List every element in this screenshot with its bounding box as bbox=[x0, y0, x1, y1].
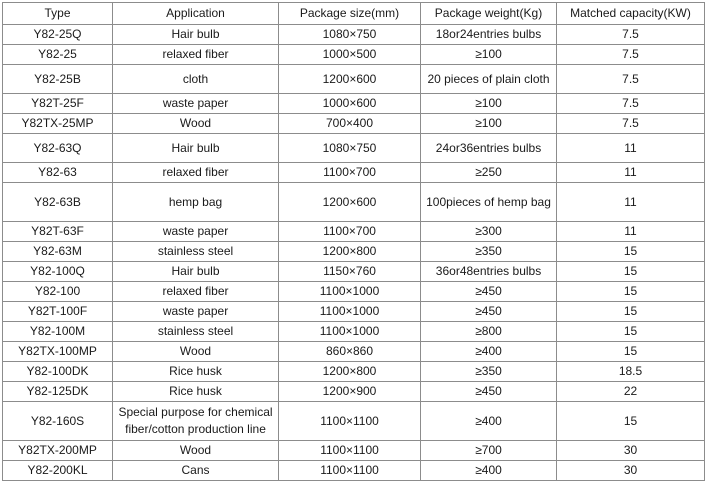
cell-size: 1000×600 bbox=[279, 94, 421, 114]
cell-size: 1200×800 bbox=[279, 242, 421, 262]
cell-type: Y82TX-200MP bbox=[3, 441, 113, 461]
cell-capacity: 11 bbox=[557, 134, 705, 163]
cell-weight: ≥400 bbox=[421, 461, 557, 481]
cell-capacity: 7.5 bbox=[557, 45, 705, 65]
table-row bbox=[3, 302, 705, 322]
cell-capacity: 7.5 bbox=[557, 65, 705, 94]
cell-type: Y82-25B bbox=[3, 65, 113, 94]
cell-weight: ≥450 bbox=[421, 302, 557, 322]
cell-size: 700×400 bbox=[279, 114, 421, 134]
cell-application: Cans bbox=[113, 461, 279, 481]
baler-spec-table bbox=[2, 2, 705, 481]
cell-type: Y82T-25F bbox=[3, 94, 113, 114]
cell-weight: ≥300 bbox=[421, 222, 557, 242]
cell-application: Rice husk bbox=[113, 362, 279, 382]
cell-type: Y82-63Q bbox=[3, 134, 113, 163]
cell-type: Y82-63B bbox=[3, 183, 113, 222]
cell-type: Y82-100DK bbox=[3, 362, 113, 382]
cell-size: 1100×1000 bbox=[279, 322, 421, 342]
cell-capacity: 11 bbox=[557, 183, 705, 222]
cell-size: 1150×760 bbox=[279, 262, 421, 282]
table-row bbox=[3, 322, 705, 342]
table-row bbox=[3, 242, 705, 262]
cell-application: Hair bulb bbox=[113, 25, 279, 45]
cell-type: Y82T-100F bbox=[3, 302, 113, 322]
table-row bbox=[3, 94, 705, 114]
table-row bbox=[3, 134, 705, 163]
cell-capacity: 30 bbox=[557, 461, 705, 481]
cell-application: Special purpose for chemical fiber/cotton production line bbox=[113, 402, 279, 441]
cell-weight: ≥700 bbox=[421, 441, 557, 461]
table-row bbox=[3, 45, 705, 65]
cell-weight: ≥350 bbox=[421, 242, 557, 262]
cell-size: 860×860 bbox=[279, 342, 421, 362]
cell-size: 1200×600 bbox=[279, 65, 421, 94]
cell-application: stainless steel bbox=[113, 322, 279, 342]
table-row bbox=[3, 362, 705, 382]
header-matched-capacity: Matched capacity(KW) bbox=[557, 3, 705, 25]
cell-capacity: 7.5 bbox=[557, 114, 705, 134]
cell-application: waste paper bbox=[113, 222, 279, 242]
cell-capacity: 15 bbox=[557, 262, 705, 282]
cell-type: Y82TX-25MP bbox=[3, 114, 113, 134]
table-row bbox=[3, 342, 705, 362]
cell-application: relaxed fiber bbox=[113, 45, 279, 65]
cell-size: 1200×800 bbox=[279, 362, 421, 382]
cell-weight: ≥800 bbox=[421, 322, 557, 342]
cell-size: 1080×750 bbox=[279, 134, 421, 163]
header-type: Type bbox=[3, 3, 113, 25]
cell-type: Y82-100Q bbox=[3, 262, 113, 282]
cell-type: Y82-63M bbox=[3, 242, 113, 262]
cell-size: 1100×700 bbox=[279, 222, 421, 242]
cell-type: Y82TX-100MP bbox=[3, 342, 113, 362]
cell-weight: 18or24entries bulbs bbox=[421, 25, 557, 45]
table-row bbox=[3, 262, 705, 282]
cell-capacity: 7.5 bbox=[557, 25, 705, 45]
cell-capacity: 11 bbox=[557, 222, 705, 242]
cell-capacity: 15 bbox=[557, 402, 705, 441]
cell-weight: ≥100 bbox=[421, 45, 557, 65]
cell-weight: 36or48entries bulbs bbox=[421, 262, 557, 282]
cell-type: Y82-100M bbox=[3, 322, 113, 342]
cell-size: 1000×500 bbox=[279, 45, 421, 65]
cell-weight: ≥100 bbox=[421, 94, 557, 114]
cell-size: 1200×900 bbox=[279, 382, 421, 402]
cell-application: Wood bbox=[113, 342, 279, 362]
cell-application: relaxed fiber bbox=[113, 163, 279, 183]
cell-size: 1100×1100 bbox=[279, 441, 421, 461]
table-row bbox=[3, 163, 705, 183]
cell-capacity: 22 bbox=[557, 382, 705, 402]
cell-weight: ≥450 bbox=[421, 382, 557, 402]
cell-capacity: 11 bbox=[557, 163, 705, 183]
spec-table-container bbox=[2, 2, 705, 481]
cell-application: Wood bbox=[113, 114, 279, 134]
cell-capacity: 18.5 bbox=[557, 362, 705, 382]
table-row bbox=[3, 25, 705, 45]
cell-application: relaxed fiber bbox=[113, 282, 279, 302]
cell-weight: ≥100 bbox=[421, 114, 557, 134]
table-row bbox=[3, 461, 705, 481]
header-row bbox=[3, 3, 705, 25]
cell-application: Rice husk bbox=[113, 382, 279, 402]
cell-weight: ≥250 bbox=[421, 163, 557, 183]
cell-capacity: 15 bbox=[557, 282, 705, 302]
cell-type: Y82-25Q bbox=[3, 25, 113, 45]
cell-application: Hair bulb bbox=[113, 134, 279, 163]
table-row bbox=[3, 382, 705, 402]
cell-weight: 24or36entries bulbs bbox=[421, 134, 557, 163]
cell-type: Y82-25 bbox=[3, 45, 113, 65]
cell-size: 1080×750 bbox=[279, 25, 421, 45]
cell-type: Y82-63 bbox=[3, 163, 113, 183]
cell-application: cloth bbox=[113, 65, 279, 94]
table-row bbox=[3, 114, 705, 134]
cell-type: Y82-100 bbox=[3, 282, 113, 302]
cell-capacity: 15 bbox=[557, 302, 705, 322]
table-row bbox=[3, 183, 705, 222]
cell-capacity: 15 bbox=[557, 322, 705, 342]
cell-size: 1100×1100 bbox=[279, 461, 421, 481]
cell-weight: 100pieces of hemp bag bbox=[421, 183, 557, 222]
header-application: Application bbox=[113, 3, 279, 25]
cell-size: 1100×1000 bbox=[279, 282, 421, 302]
cell-weight: ≥450 bbox=[421, 282, 557, 302]
cell-size: 1200×600 bbox=[279, 183, 421, 222]
cell-application: waste paper bbox=[113, 94, 279, 114]
cell-type: Y82-125DK bbox=[3, 382, 113, 402]
cell-capacity: 15 bbox=[557, 242, 705, 262]
cell-size: 1100×1100 bbox=[279, 402, 421, 441]
cell-capacity: 30 bbox=[557, 441, 705, 461]
cell-application: Wood bbox=[113, 441, 279, 461]
cell-type: Y82-160S bbox=[3, 402, 113, 441]
cell-capacity: 15 bbox=[557, 342, 705, 362]
cell-application: hemp bag bbox=[113, 183, 279, 222]
cell-weight: ≥350 bbox=[421, 362, 557, 382]
table-row bbox=[3, 441, 705, 461]
cell-application: Hair bulb bbox=[113, 262, 279, 282]
table-row bbox=[3, 65, 705, 94]
cell-size: 1100×1000 bbox=[279, 302, 421, 322]
table-row bbox=[3, 222, 705, 242]
header-package-size: Package size(mm) bbox=[279, 3, 421, 25]
cell-type: Y82T-63F bbox=[3, 222, 113, 242]
cell-weight: ≥400 bbox=[421, 342, 557, 362]
header-package-weight: Package weight(Kg) bbox=[421, 3, 557, 25]
cell-application: waste paper bbox=[113, 302, 279, 322]
table-row bbox=[3, 282, 705, 302]
table-row bbox=[3, 402, 705, 441]
cell-weight: 20 pieces of plain cloth bbox=[421, 65, 557, 94]
cell-application: stainless steel bbox=[113, 242, 279, 262]
cell-capacity: 7.5 bbox=[557, 94, 705, 114]
cell-type: Y82-200KL bbox=[3, 461, 113, 481]
cell-weight: ≥400 bbox=[421, 402, 557, 441]
cell-size: 1100×700 bbox=[279, 163, 421, 183]
